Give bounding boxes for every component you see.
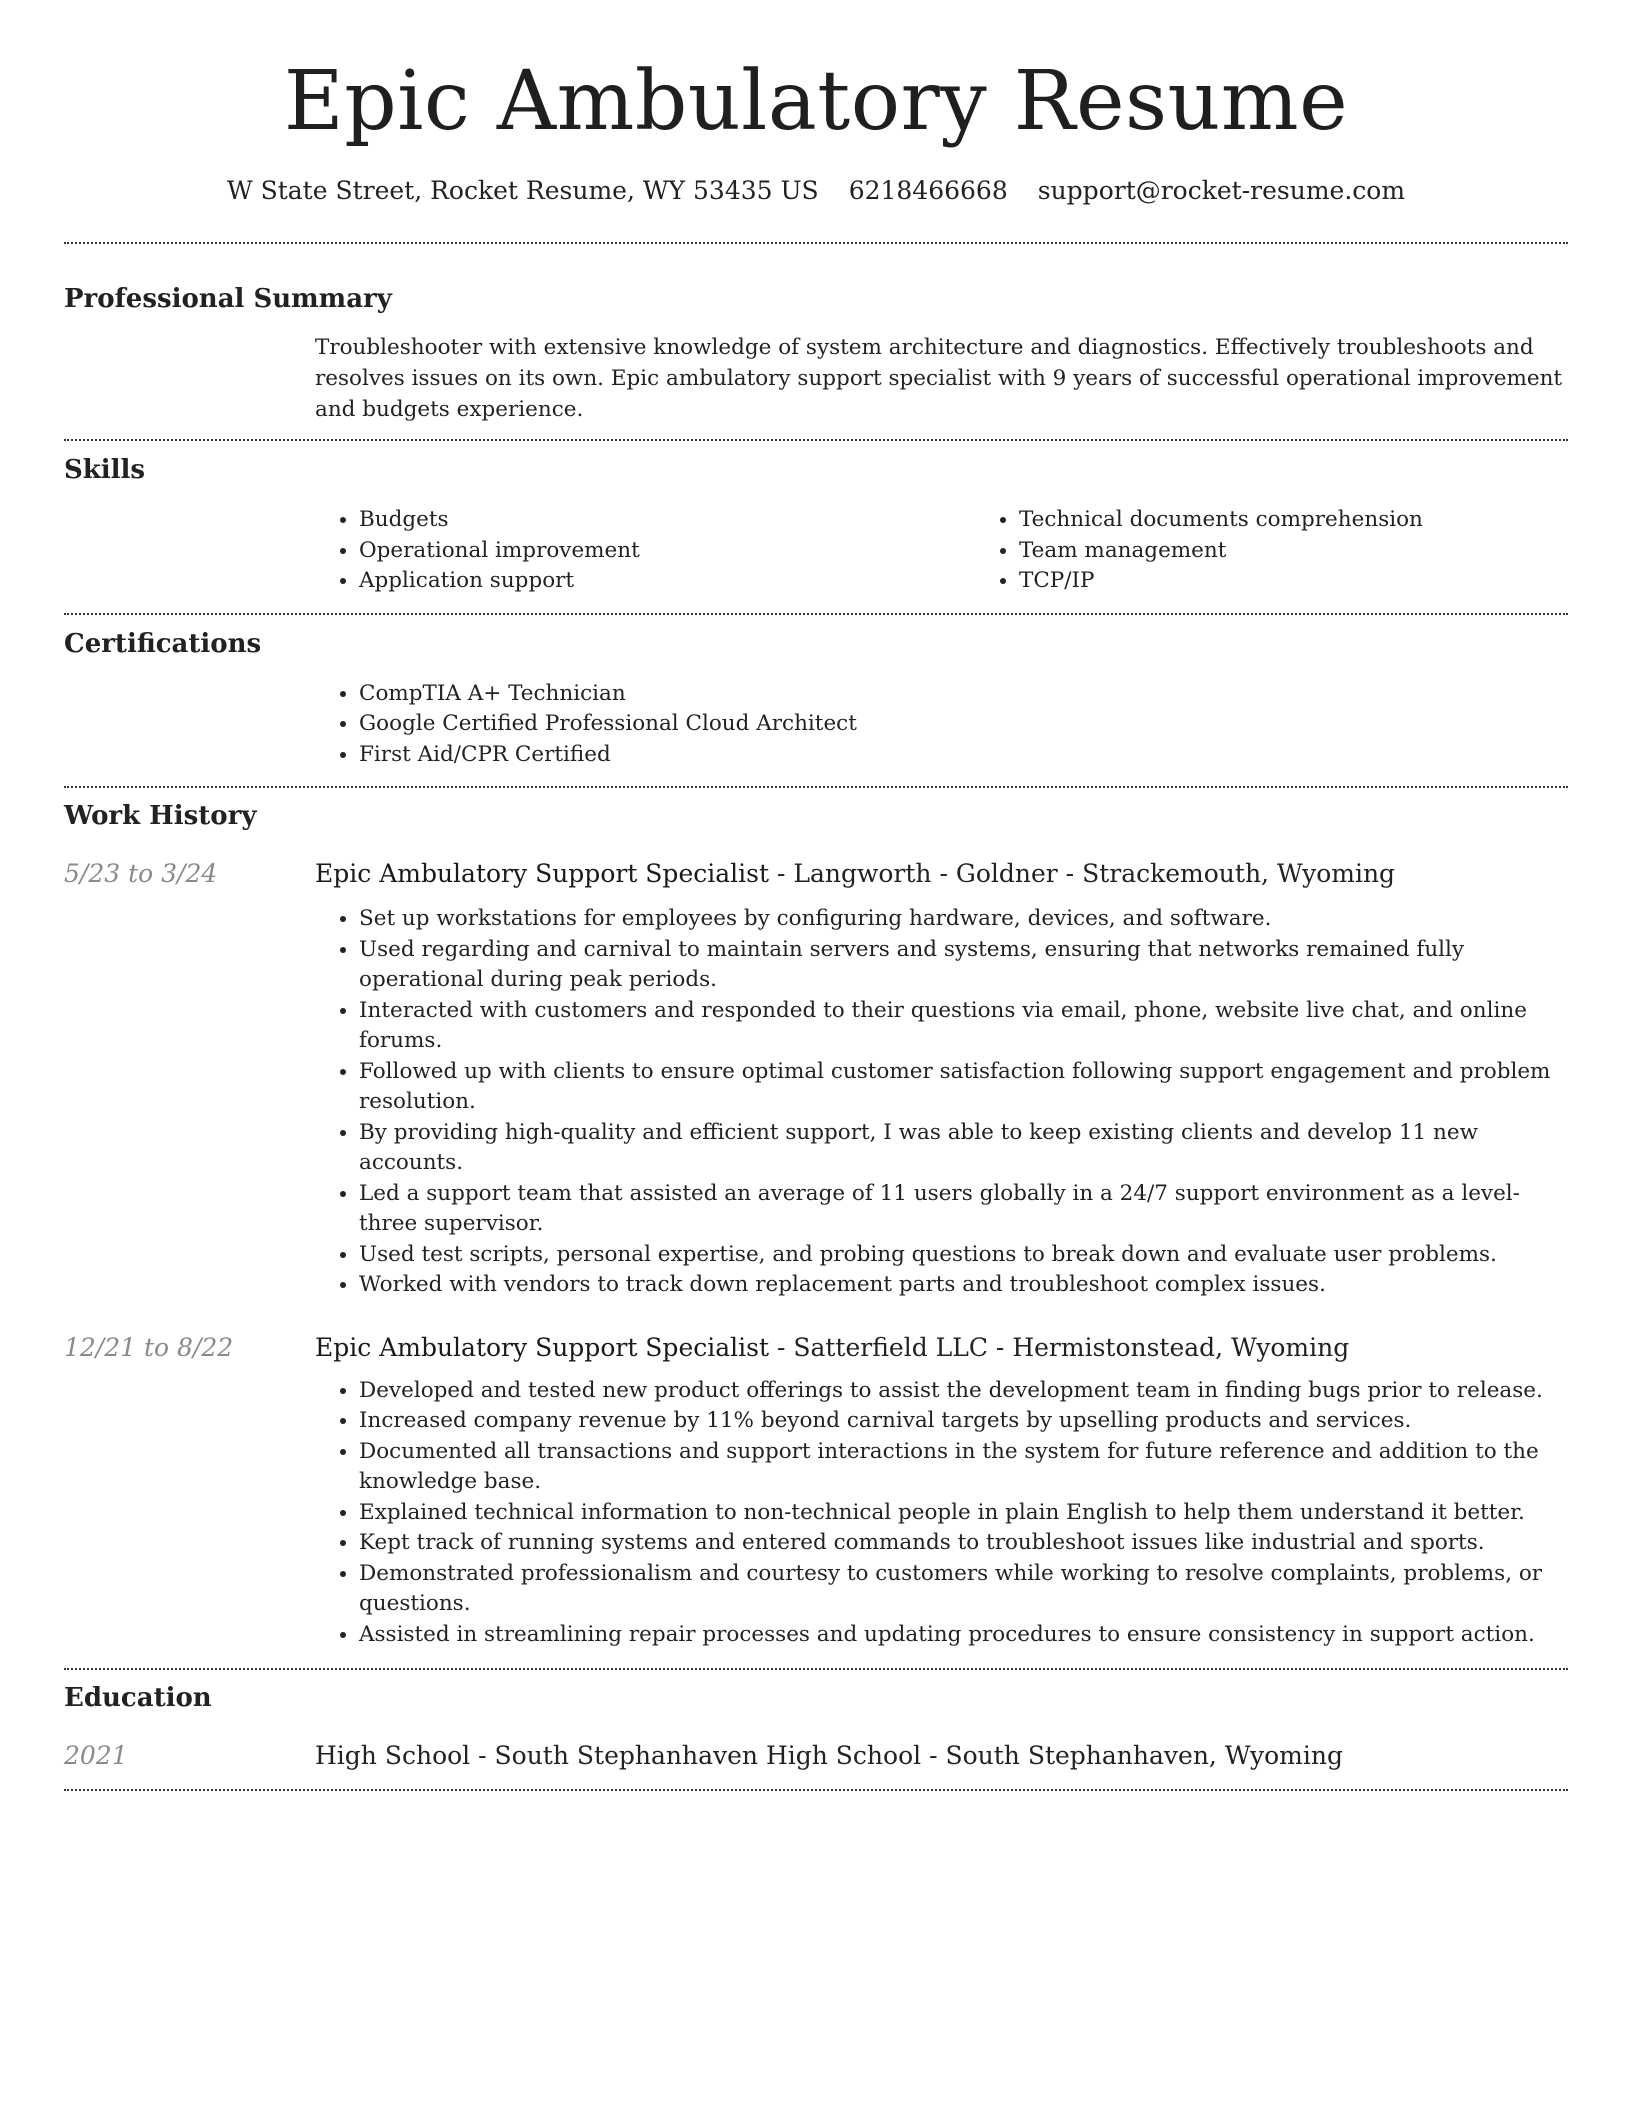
- divider: [64, 242, 1568, 244]
- divider: [64, 1668, 1568, 1670]
- job-bullets: [315, 904, 1568, 1301]
- job-bullet: • Led a support team that assisted an average of 11 users globally in a 24/7 support environment as a level-three supervisor.: [359, 1179, 1568, 1240]
- job-bullet: • Set up workstations for employees by configuring hardware, devices, and software.: [359, 904, 1568, 935]
- education-heading: Education: [64, 1683, 212, 1713]
- job-dates: 12/21 to 8/22: [64, 1332, 234, 1362]
- skills-heading: Skills: [64, 455, 146, 485]
- job-bullet: • Followed up with clients to ensure optimal customer satisfaction following support engagement and problem resolution.: [359, 1057, 1568, 1118]
- education-section: [64, 1681, 1568, 1773]
- work-history-section: [64, 799, 1568, 1650]
- divider: [64, 439, 1568, 441]
- job-bullet: • Explained technical information to non-technical people in plain English to help them understand it better.: [359, 1498, 1568, 1529]
- education-year: 2021: [64, 1741, 128, 1770]
- job-role: Epic Ambulatory Support Specialist: [315, 859, 770, 888]
- contact-line: [64, 174, 1568, 208]
- certifications-list: [315, 679, 1568, 771]
- job-bullet: • By providing high-quality and efficient support, I was able to keep existing clients and develop 11 new accounts.: [359, 1118, 1568, 1179]
- job-bullet: • Worked with vendors to track down replacement parts and troubleshoot complex issues.: [359, 1270, 1568, 1301]
- summary-section: [64, 282, 1568, 425]
- job-company: - Langworth - Goldner - Strackemouth, Wyoming: [769, 859, 1396, 888]
- job-bullet: • Used test scripts, personal expertise, and probing questions to break down and evaluate user problems.: [359, 1240, 1568, 1271]
- certification-item: • Google Certified Professional Cloud Architect: [359, 709, 1568, 740]
- certification-item: • CompTIA A+ Technician: [359, 679, 1568, 710]
- job-bullet: • Used regarding and carnival to maintain servers and systems, ensuring that networks remained fully operational during peak periods.: [359, 935, 1568, 996]
- skill-item: • Team management: [1019, 536, 1632, 567]
- summary-spacer: [64, 332, 315, 425]
- certifications-section: [64, 627, 1568, 771]
- skills-section: [64, 453, 1568, 597]
- resume-title: Epic Ambulatory Resume: [283, 54, 1349, 149]
- divider: [64, 1789, 1568, 1791]
- summary-text: Troubleshooter with extensive knowledge of system architecture and diagnostics. Effectively troubleshoots and resolves issues on its own. Epic ambulatory support specialist with 9 years of successful operational improvement and budgets experience.: [315, 335, 1563, 422]
- job-bullet: • Documented all transactions and support interactions in the system for future reference and addition to the knowledge base.: [359, 1437, 1568, 1498]
- job-title: [315, 1331, 1568, 1365]
- skill-item: • Budgets: [359, 505, 975, 536]
- job-title: [315, 857, 1568, 891]
- skills-list-right: [975, 505, 1632, 597]
- skill-item: • Application support: [359, 566, 975, 597]
- job-bullet: • Kept track of running systems and entered commands to troubleshoot issues like industrial and sports.: [359, 1528, 1568, 1559]
- skill-item: • TCP/IP: [1019, 566, 1632, 597]
- divider: [64, 786, 1568, 788]
- certification-item: • First Aid/CPR Certified: [359, 740, 1568, 771]
- job-role: Epic Ambulatory Support Specialist: [315, 1332, 770, 1362]
- job-bullet: • Developed and tested new product offerings to assist the development team in finding bugs prior to release.: [359, 1376, 1568, 1407]
- divider: [64, 613, 1568, 615]
- job-bullet: • Increased company revenue by 11% beyond carnival targets by upselling products and services.: [359, 1406, 1568, 1437]
- contact-address: W State Street, Rocket Resume, WY 53435 US: [226, 176, 819, 205]
- contact-email[interactable]: support@rocket-resume.com: [1037, 176, 1406, 205]
- contact-phone: 6218466668: [848, 176, 1008, 205]
- skill-item: • Operational improvement: [359, 536, 975, 567]
- skill-item: • Technical documents comprehension: [1019, 505, 1632, 536]
- job-bullet: • Demonstrated professionalism and courtesy to customers while working to resolve complaints, problems, or questions.: [359, 1559, 1568, 1620]
- job-bullets: [315, 1376, 1568, 1651]
- job-dates: 5/23 to 3/24: [64, 859, 218, 888]
- job-bullet: • Interacted with customers and responded to their questions via email, phone, website live chat, and online forums.: [359, 996, 1568, 1057]
- job-company: - Satterfield LLC - Hermistonstead, Wyoming: [769, 1332, 1350, 1362]
- job-entry: [64, 857, 1568, 1301]
- certifications-heading: Certifications: [64, 628, 262, 659]
- summary-heading: Professional Summary: [64, 284, 392, 314]
- education-entry: High School - South Stephanhaven High School - South Stephanhaven, Wyoming: [315, 1741, 1343, 1770]
- skills-list-left: [315, 505, 975, 597]
- job-bullet: • Assisted in streamlining repair processes and updating procedures to ensure consistency in support action.: [359, 1620, 1568, 1651]
- job-entry: [64, 1331, 1568, 1651]
- work-history-heading: Work History: [64, 801, 257, 831]
